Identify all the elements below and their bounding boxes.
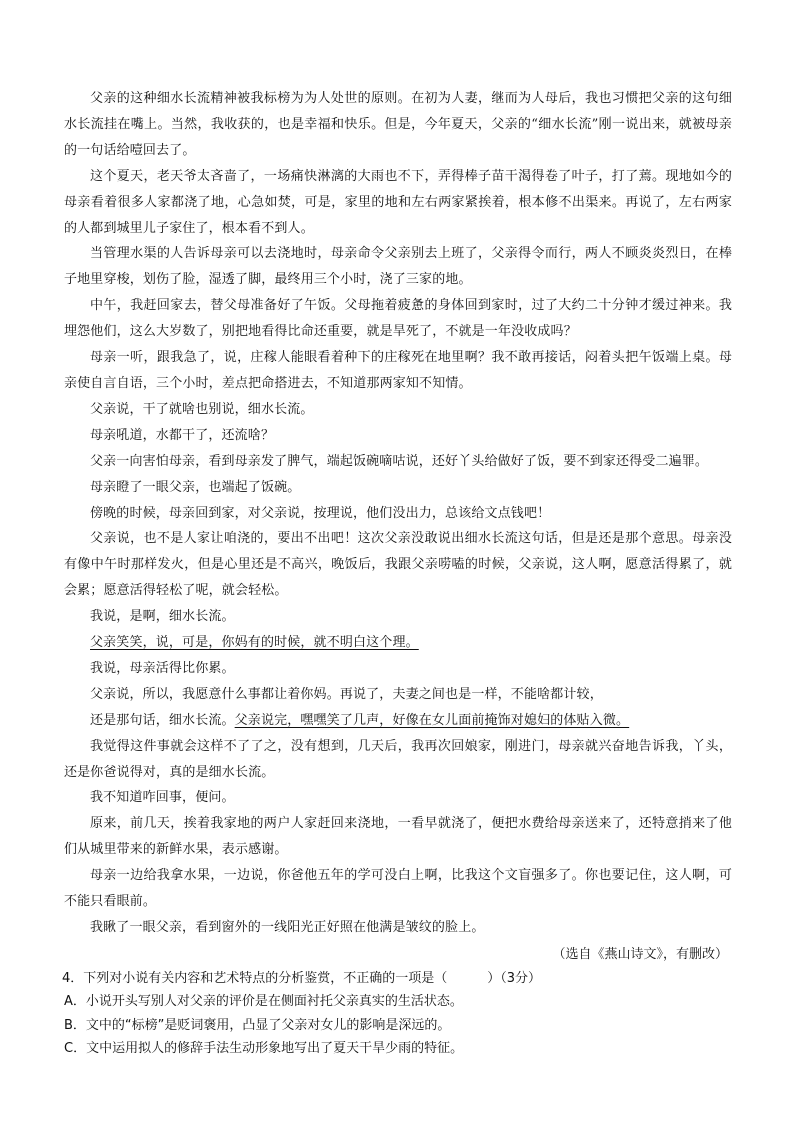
story-paragraph <box>64 915 732 941</box>
story-text <box>64 86 732 941</box>
story-paragraph <box>64 164 732 242</box>
paragraph-text: 我不知道咋回事，便问。 <box>90 790 235 806</box>
option-a: A．小说开头写别人对父亲的评价是在侧面衬托父亲真实的生活状态。 <box>64 994 463 1010</box>
paragraph-text: 当管理水渠的人告诉母亲可以去浇地时，母亲命令父亲别去上班了，父亲得令而行，两人不顾炎炎烈日，在棒子地里穿梭，划伤了脸，湿透了脚，最终用三个小时，浇了三家的地。 <box>64 246 732 288</box>
story-paragraph <box>64 86 732 164</box>
question-stem-suffix: ）（3分） <box>487 970 542 986</box>
paragraph-text: 父亲说，干了就啥也别说，细水长流。 <box>90 401 314 417</box>
paragraph-text: 中午，我赶回家去，替父母准备好了午饭。父母拖着疲惫的身体回到家时，过了大约二十分钟才缓过神来。我埋怨他们，这么大岁数了，别把地看得比命还重要，就是旱死了，不就是一年没收成吗？ <box>64 298 732 340</box>
question-stem-prefix: 4．下列对小说有关内容和艺术特点的分析鉴赏，不正确的一项是（ <box>62 970 448 986</box>
paragraph-text: 我瞅了一眼父亲，看到窗外的一线阳光正好照在他满是皱纹的脸上。 <box>90 920 485 935</box>
paragraph-text: 父亲说，也不是人家让咱浇的，要出不出吧！这次父亲没敢说出细水长流这句话，但是还是那个意思。母亲没有像中午时那样发火，但是心里还是不高兴，晚饭后，我跟父亲唠嗑的时候，父亲说，这人啊，愿意活得累了，就会累；愿意活得轻松了呢，就会轻松。 <box>64 531 732 599</box>
story-paragraph <box>64 345 732 397</box>
paragraph-text: 母亲瞪了一眼父亲，也端起了饭碗。 <box>90 479 301 495</box>
story-paragraph <box>64 656 732 682</box>
underlined-sentence: 父亲说完，嘿嘿笑了几声，好像在女儿面前掩饰对媳妇的体贴入微。 <box>234 712 630 728</box>
paragraph-text: 我说，是啊，细水长流。 <box>90 609 235 625</box>
story-paragraph <box>64 734 732 786</box>
paragraph-text: 原来，前几天，挨着我家地的两户人家赶回来浇地，一看早就浇了，便把水费给母亲送来了，还特意捎来了他们从城里带来的新鲜水果，表示感谢。 <box>64 816 732 858</box>
paragraph-text: 母亲吼道，水都干了，还流啥？ <box>90 427 275 443</box>
paragraph-text: 母亲一边给我拿水果，一边说，你爸他五年的学可没白上啊，比我这个文盲强多了。你也要记住，这人啊，可不能只看眼前。 <box>64 868 732 910</box>
story-paragraph <box>64 241 732 293</box>
story-paragraph <box>64 423 732 449</box>
story-paragraph <box>64 785 732 811</box>
story-paragraph <box>64 630 732 656</box>
paragraph-text: 我觉得这件事就会这样不了了之，没有想到，几天后，我再次回娘家，刚进门，母亲就兴奋地告诉我，丫头，还是你爸说得对，真的是细水长流。 <box>64 738 732 780</box>
story-paragraph <box>64 604 732 630</box>
story-paragraph <box>64 526 732 604</box>
underlined-sentence: 父亲笑笑，说，可是，你妈有的时候，就不明白这个理。 <box>90 635 419 651</box>
paragraph-text: 我说，母亲活得比你累。 <box>90 660 235 676</box>
paragraph-text: 傍晚的时候，母亲回到家，对父亲说，按理说，他们没出力，总该给文点钱吧！ <box>90 505 551 521</box>
paragraph-text: 还是那句话，细水长流。 <box>90 712 235 728</box>
story-paragraph <box>64 811 732 863</box>
source-citation: （选自《燕山诗文》，有删改） <box>552 946 728 962</box>
option-b: B．文中的“标榜”是贬词褒用，凸显了父亲对女儿的影响是深远的。 <box>64 1017 451 1033</box>
option-c: C．文中运用拟人的修辞手法生动形象地写出了夏天干旱少雨的特征。 <box>64 1041 464 1057</box>
story-paragraph <box>64 293 732 345</box>
story-paragraph <box>64 397 732 423</box>
question-block <box>64 967 732 1061</box>
question-stem <box>64 967 732 991</box>
story-paragraph <box>64 475 732 501</box>
story-paragraph <box>64 449 732 475</box>
paragraph-text: 父亲一向害怕母亲，看到母亲发了脾气，端起饭碗嘀咕说，还好丫头给做好了饭，要不到家还得受二遍罪。 <box>90 453 709 469</box>
story-paragraph <box>64 863 732 915</box>
story-paragraph <box>64 501 732 527</box>
story-paragraph <box>64 682 732 708</box>
paragraph-text: 母亲一听，跟我急了，说，庄稼人能眼看着种下的庄稼死在地里啊？我不敢再接话，闷着头把午饭端上桌。母亲使自言自语，三个小时，差点把命搭进去，不知道那两家知不知情。 <box>64 350 732 391</box>
paragraph-text: 父亲的这种细水长流精神被我标榜为为人处世的原则。在初为人妻，继而为人母后，我也习惯把父亲的这句细水长流挂在嘴上。当然，我收获的，也是幸福和快乐。但是，今年夏天，父亲的“细水长流”刚一说出来，就被母亲的一句话给噎回去了。 <box>64 91 732 158</box>
paragraph-text: 这个夏天，老天爷太吝啬了，一场痛快淋漓的大雨也不下，弄得棒子苗干渴得卷了叶子，打了蔫。现地如今的母亲看着很多人家都浇了地，心急如焚，可是，家里的地和左右两家紧挨着，根本修不出渠来。再说了，左右两家的人都到城里儿子家住了，根本看不到人。 <box>64 168 732 236</box>
paragraph-text: 父亲说，所以，我愿意什么事都让着你妈。再说了，夫妻之间也是一样，不能啥都计较， <box>90 686 603 702</box>
story-paragraph <box>64 708 732 734</box>
